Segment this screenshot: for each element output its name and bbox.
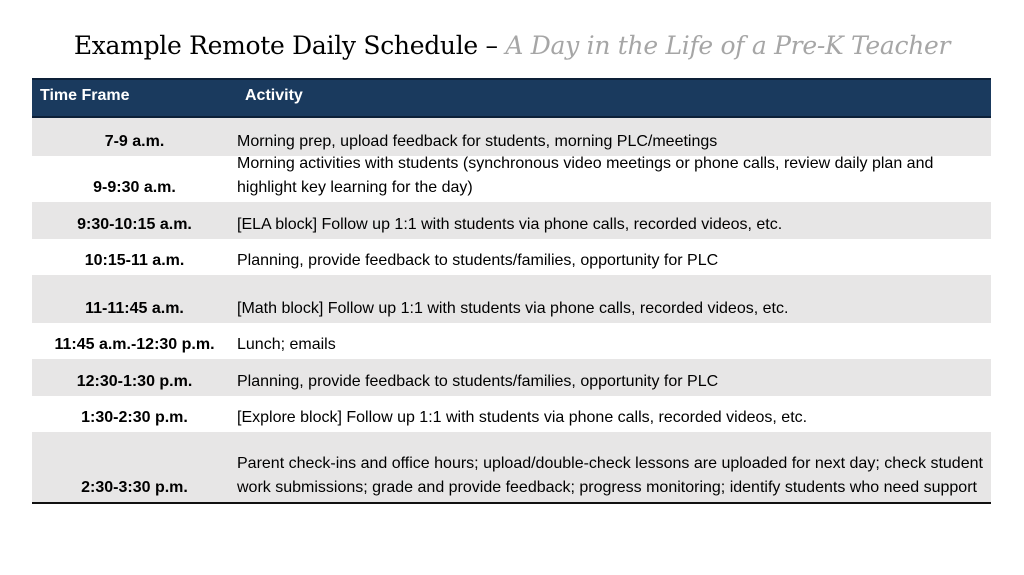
time-frame-cell: 9:30-10:15 a.m. <box>77 216 192 233</box>
activity-cell: [Explore block] Follow up 1:1 with students via phone calls, recorded videos, etc. <box>237 409 808 426</box>
time-frame-cell: 10:15-11 a.m. <box>84 252 185 269</box>
table-row <box>32 118 991 156</box>
schedule-table <box>32 78 991 504</box>
time-frame-cell: 1:30-2:30 p.m. <box>81 409 188 426</box>
activity-cell: Planning, provide feedback to students/families, opportunity for PLC <box>237 252 719 269</box>
title-subtitle: A Day in the Life of a Pre-K Teacher <box>505 31 951 60</box>
time-frame-cell: 11:45 a.m.-12:30 p.m. <box>54 336 215 353</box>
table-row <box>32 323 991 359</box>
time-frame-cell: 2:30-3:30 p.m. <box>81 479 188 496</box>
title-main: Example Remote Daily Schedule – <box>73 31 506 60</box>
header-activity: Activity <box>245 87 303 104</box>
activity-cell: [Math block] Follow up 1:1 with students via phone calls, recorded videos, etc. <box>237 300 789 317</box>
time-frame-cell: 7-9 a.m. <box>104 133 165 150</box>
table-row <box>32 239 991 275</box>
table-row <box>32 396 991 432</box>
time-frame-cell: 11-11:45 a.m. <box>85 300 184 317</box>
table-header <box>32 78 991 118</box>
activity-cell: Morning prep, upload feedback for students, morning PLC/meetings <box>237 133 718 150</box>
table-row <box>32 156 991 202</box>
activity-cell: Parent check-ins and office hours; upload/double-check lessons are uploaded for next day; check student work submissions; grade and provide feedback; progress monitoring; identify students who need support <box>237 455 983 496</box>
header-time-frame: Time Frame <box>40 87 130 104</box>
page-title <box>0 28 1024 64</box>
time-frame-cell: 12:30-1:30 p.m. <box>76 373 193 390</box>
activity-cell: Planning, provide feedback to students/families, opportunity for PLC <box>237 373 719 390</box>
time-frame-cell: 9-9:30 a.m. <box>93 179 176 196</box>
table-row <box>32 275 991 323</box>
activity-cell: Morning activities with students (synchronous video meetings or phone calls, review daily plan and highlight key learning for the day) <box>237 155 934 196</box>
activity-cell: [ELA block] Follow up 1:1 with students via phone calls, recorded videos, etc. <box>237 216 783 233</box>
activity-cell: Lunch; emails <box>237 336 336 353</box>
table-row <box>32 359 991 396</box>
table-row <box>32 432 991 502</box>
table-row <box>32 202 991 239</box>
